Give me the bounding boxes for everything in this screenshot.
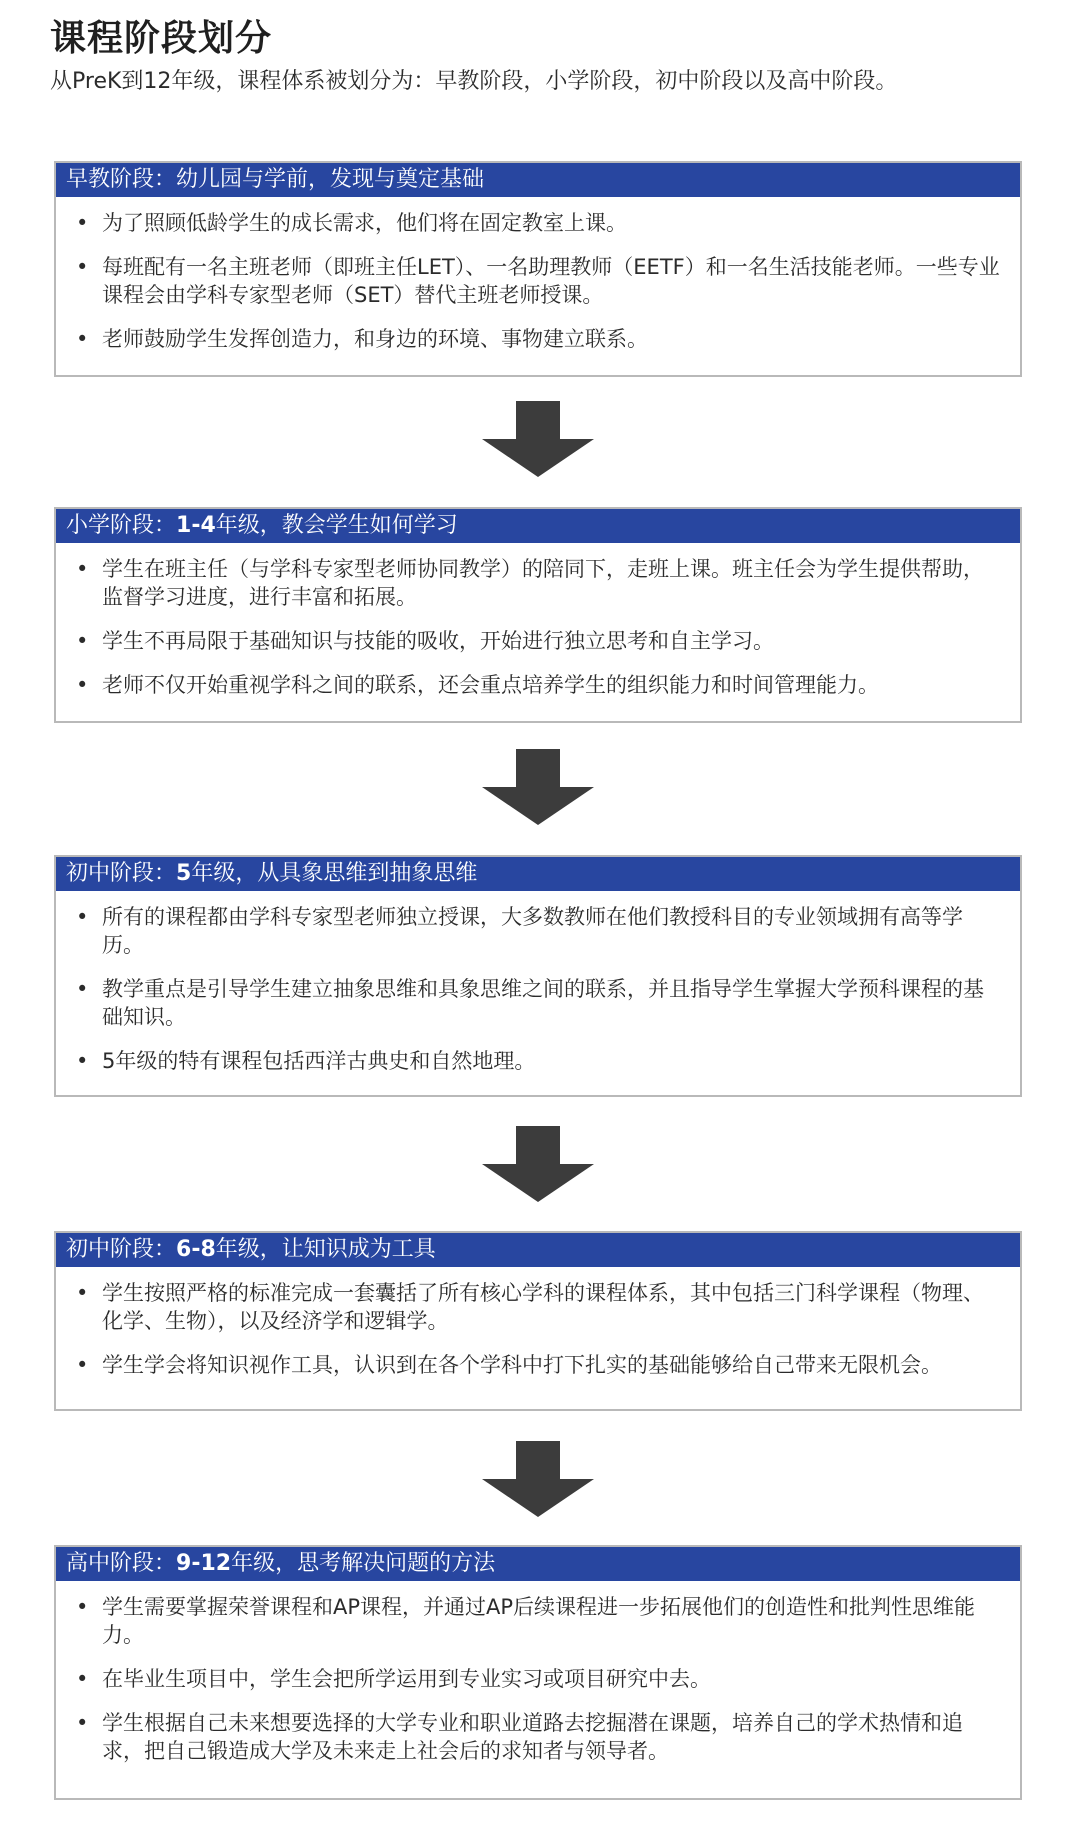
- down-arrow-icon: [482, 401, 594, 477]
- stage-header-text: 幼儿园与学前，发现与奠定基础: [176, 167, 485, 192]
- stage-header-prefix: 小学阶段：: [66, 513, 177, 538]
- list-item: • 学生学会将知识视作工具，认识到在各个学科中打下扎实的基础能够给自己带来无限机会。: [72, 1351, 1004, 1379]
- list-item: • 5年级的特有课程包括西洋古典史和自然地理。: [72, 1047, 1004, 1075]
- list-item: • 在毕业生项目中，学生会把所学运用到专业实习或项目研究中去。: [72, 1665, 1004, 1693]
- stage-header: [56, 509, 1020, 543]
- list-item: • 学生在班主任（与学科专家型老师协同教学）的陪同下，走班上课。班主任会为学生提供帮助，监督学习进度，进行丰富和拓展。: [72, 555, 1004, 611]
- list-item: • 为了照顾低龄学生的成长需求，他们将在固定教室上课。: [72, 209, 1004, 237]
- list-item: • 老师不仅开始重视学科之间的联系，还会重点培养学生的组织能力和时间管理能力。: [72, 671, 1004, 699]
- down-arrow-icon: [482, 1126, 594, 1202]
- stage-card-elementary: [54, 507, 1022, 723]
- stage-header-grade: 6-8: [176, 1237, 216, 1262]
- stage-header-prefix: 初中阶段：: [66, 1237, 177, 1262]
- list-item: • 学生按照严格的标准完成一套囊括了所有核心学科的课程体系，其中包括三门科学课程（物理、化学、生物），以及经济学和逻辑学。: [72, 1279, 1004, 1335]
- page-subtitle: 从PreK到12年级，课程体系被划分为：早教阶段，小学阶段，初中阶段以及高中阶段。: [50, 69, 898, 94]
- stage-body: [56, 891, 1020, 1075]
- stage-header: [56, 857, 1020, 891]
- stage-card-middle-grade5: [54, 855, 1022, 1097]
- stage-card-early-education: [54, 161, 1022, 377]
- stage-card-high-school: [54, 1545, 1022, 1800]
- stage-header-grade: 5: [176, 861, 192, 886]
- stage-header-text: 年级，思考解决问题的方法: [231, 1551, 496, 1576]
- stage-header-prefix: 早教阶段：: [66, 167, 177, 192]
- list-item: • 所有的课程都由学科专家型老师独立授课，大多数教师在他们教授科目的专业领域拥有高等学历。: [72, 903, 1004, 959]
- list-item: • 学生不再局限于基础知识与技能的吸收，开始进行独立思考和自主学习。: [72, 627, 1004, 655]
- down-arrow-icon: [482, 749, 594, 825]
- stage-header: [56, 1233, 1020, 1267]
- stage-header-prefix: 初中阶段：: [66, 861, 177, 886]
- stage-header-grade: 1-4: [176, 513, 216, 538]
- stage-header-text: 年级，让知识成为工具: [215, 1237, 436, 1262]
- list-item: • 每班配有一名主班老师（即班主任LET）、一名助理教师（EETF）和一名生活技能老师。一些专业课程会由学科专家型老师（SET）替代主班老师授课。: [72, 253, 1004, 309]
- list-item: • 学生需要掌握荣誉课程和AP课程，并通过AP后续课程进一步拓展他们的创造性和批判性思维能力。: [72, 1593, 1004, 1649]
- stage-card-middle-grade6-8: [54, 1231, 1022, 1411]
- stage-body: [56, 1267, 1020, 1379]
- list-item: • 老师鼓励学生发挥创造力，和身边的环境、事物建立联系。: [72, 325, 1004, 353]
- stage-header-grade: 9-12: [176, 1551, 232, 1576]
- stage-body: [56, 1581, 1020, 1765]
- page-title: 课程阶段划分: [50, 18, 273, 59]
- list-item: • 学生根据自己未来想要选择的大学专业和职业道路去挖掘潜在课题，培养自己的学术热情和追求，把自己锻造成大学及未来走上社会后的求知者与领导者。: [72, 1709, 1004, 1765]
- down-arrow-icon: [482, 1441, 594, 1517]
- list-item: • 教学重点是引导学生建立抽象思维和具象思维之间的联系，并且指导学生掌握大学预科课程的基础知识。: [72, 975, 1004, 1031]
- stage-body: [56, 543, 1020, 699]
- stage-header-text: 年级，教会学生如何学习: [215, 513, 458, 538]
- stage-header: [56, 163, 1020, 197]
- stage-header-text: 年级，从具象思维到抽象思维: [191, 861, 478, 886]
- stage-body: [56, 197, 1020, 353]
- stage-header: [56, 1547, 1020, 1581]
- stage-header-prefix: 高中阶段：: [66, 1551, 177, 1576]
